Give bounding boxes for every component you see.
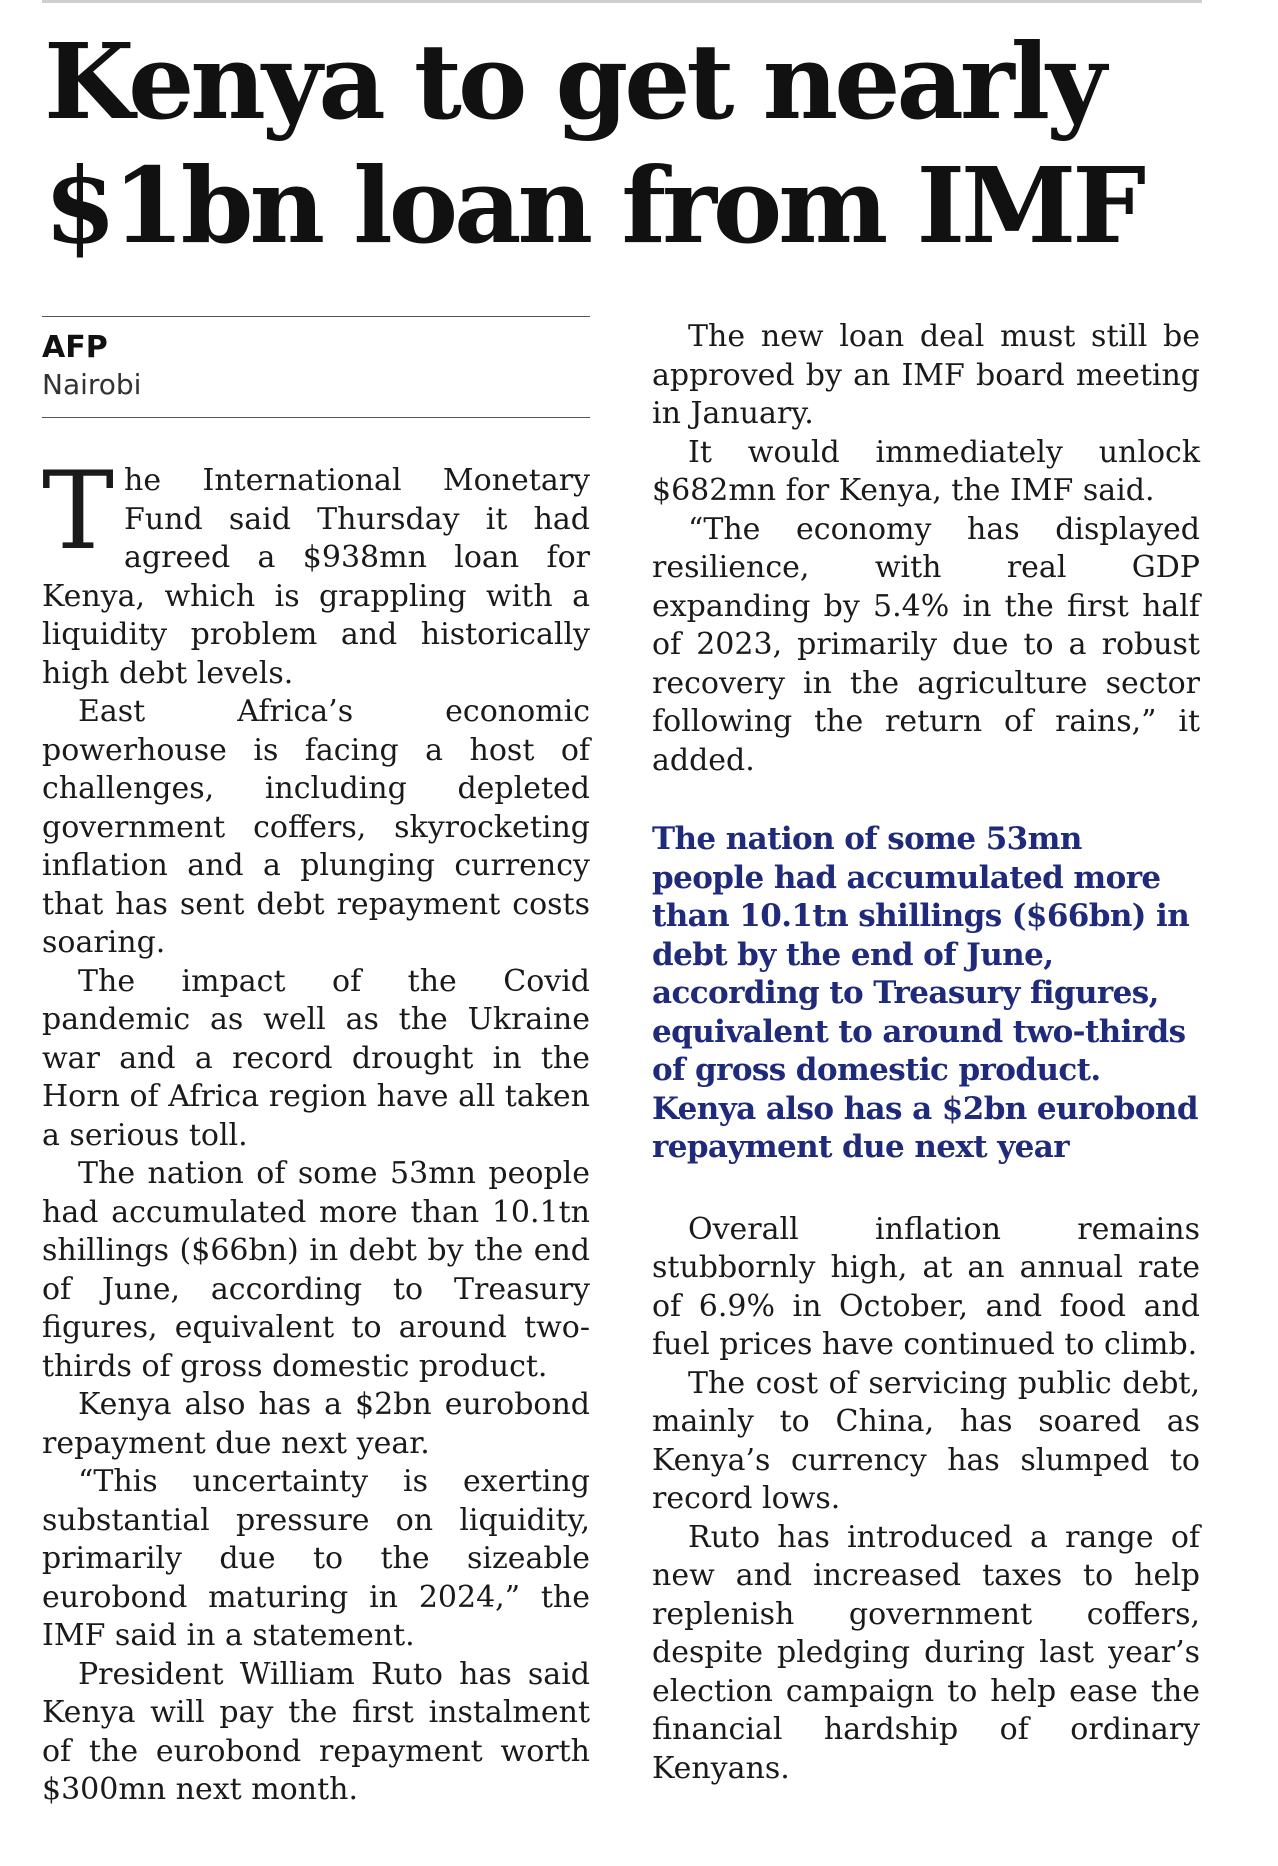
byline (42, 316, 590, 418)
article-paragraph: Ruto has introduced a range of new and increased taxes to help replenish government coffers, despite pledging during last year’s election campaign to help ease the financial hardship of ordinary Kenyans. (652, 1519, 1200, 1786)
article-paragraph: The new loan deal must still be approved by an IMF board meeting in January. (652, 319, 1200, 431)
pull-quote: The nation of some 53mn people had accumulated more than 10.1tn shillings ($66bn) in debt by the end of June, according to Treasury figures, equivalent to around two-thirds of gross domestic product. Kenya also has a $2bn eurobond repayment due next year (652, 821, 1198, 1165)
paragraph-text: he International Monetary Fund said Thursday it had agreed a $938mn loan for Kenya, which is grappling with a liquidity problem and historically high debt levels. (42, 463, 590, 691)
article-paragraph: The cost of servicing public debt, mainly to China, has soared as Kenya’s currency has slumped to record lows. (652, 1365, 1200, 1516)
article-paragraph: President William Ruto has said Kenya will pay the first instalment of the eurobond repayment worth $300mn next month. (42, 1656, 590, 1807)
byline-city: Nairobi (42, 368, 142, 401)
article-paragraph: “The economy has displayed resilience, with real GDP expanding by 5.4% in the first half of 2023, primarily due to a robust recovery in the agriculture sector following the return of rains,” it added. (652, 511, 1200, 778)
article-paragraph: The nation of some 53mn people had accumulated more than 10.1tn shillings ($66bn) in debt by the end of June, according to Treasury figures, equivalent to around two-thirds of gross domestic product. (42, 1156, 590, 1384)
article-paragraph (42, 449, 590, 693)
article-paragraph: Overall inflation remains stubbornly high, at an annual rate of 6.9% in October, and food and fuel prices have continued to climb. (652, 1211, 1200, 1362)
top-rule (42, 0, 1202, 3)
article-paragraph: “This uncertainty is exerting substantial pressure on liquidity, primarily due to the sizeable eurobond maturing in 2024,” the IMF said in a statement. (42, 1464, 590, 1653)
byline-agency: AFP (42, 330, 108, 365)
drop-cap: T (42, 449, 115, 574)
headline: Kenya to get nearly $1bn loan from IMF (44, 20, 1143, 267)
article-paragraph: East Africa’s economic powerhouse is facing a host of challenges, including depleted government coffers, skyrocketing inflation and a plunging currency that has sent debt repayment costs soaring. (42, 694, 590, 960)
article-paragraph: It would immediately unlock $682mn for Kenya, the IMF said. (652, 434, 1200, 508)
article-paragraph: The impact of the Covid pandemic as well as the Ukraine war and a record drought in the Horn of Africa region have all taken a serious toll. (42, 963, 590, 1153)
right-column (652, 318, 1200, 1788)
article-paragraph: Kenya also has a $2bn eurobond repayment due next year. (42, 1387, 590, 1461)
left-column (42, 316, 590, 1810)
